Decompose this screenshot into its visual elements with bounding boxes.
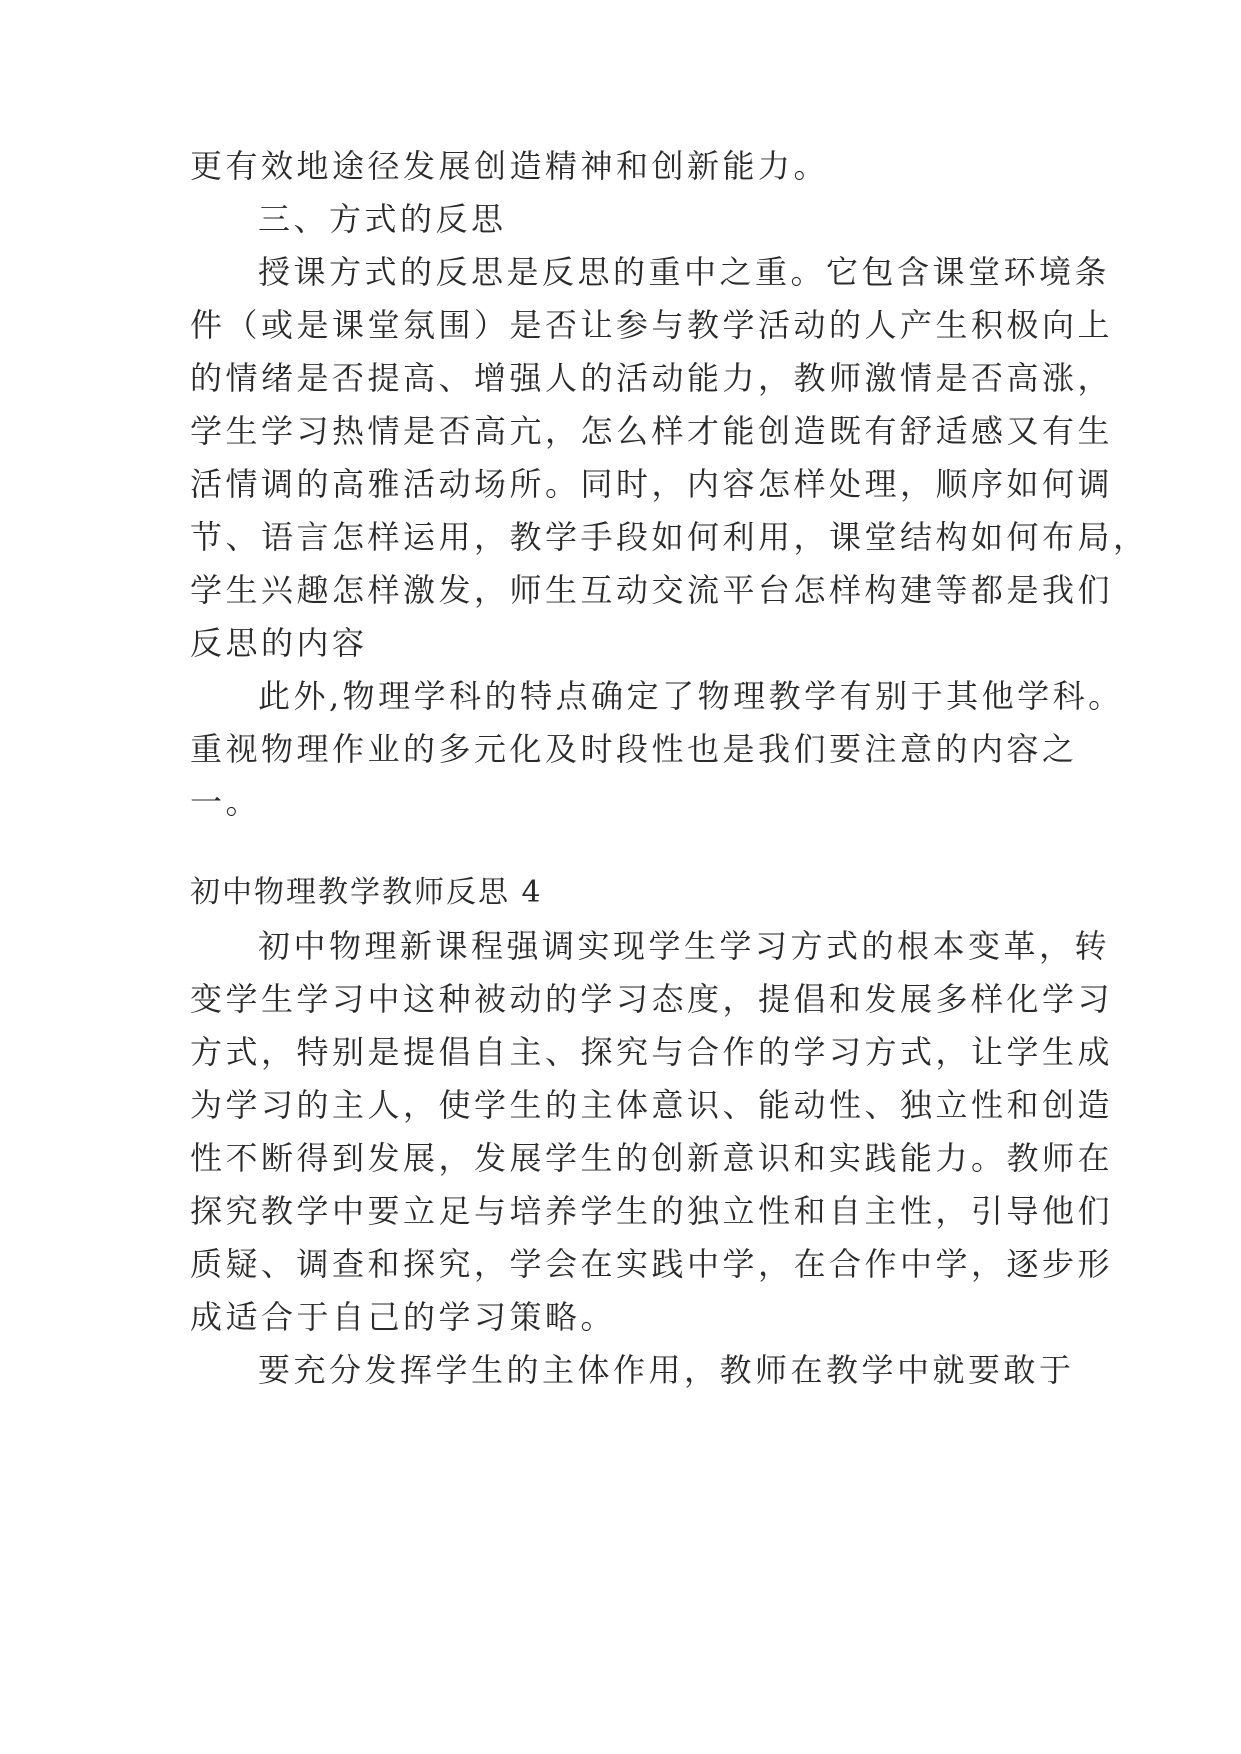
paragraph-line: 要充分发挥学生的主体作用，教师在教学中就要敢于 (258, 1351, 1075, 1389)
section-title: 初中物理教学教师反思 4 (190, 875, 543, 910)
paragraph-line: 活情调的高雅活动场所。同时，内容怎样处理，顺序如何调 (190, 465, 1114, 503)
paragraph-line: 的情绪是否提高、增强人的活动能力，教师激情是否高涨， (190, 359, 1114, 397)
paragraph-line: 初中物理新课程强调实现学生学习方式的根本变革，转 (258, 927, 1111, 965)
paragraph-line: 授课方式的反思是反思的重中之重。它包含课堂环境条 (258, 253, 1111, 291)
paragraph-line: 成适合于自己的学习策略。 (190, 1298, 617, 1336)
paragraph-line: 质疑、调查和探究，学会在实践中学，在合作中学，逐步形 (190, 1245, 1114, 1283)
paragraph-line: 重视物理作业的多元化及时段性也是我们要注意的内容之 (190, 730, 1078, 768)
paragraph-line: 探究教学中要立足与培养学生的独立性和自主性，引导他们 (190, 1192, 1114, 1230)
paragraph-line: 反思的内容 (190, 624, 368, 662)
paragraph-line: 节、语言怎样运用，教学手段如何利用，课堂结构如何布局， (190, 518, 1149, 556)
paragraph-line: 更有效地途径发展创造精神和创新能力。 (190, 147, 830, 185)
paragraph-line: 性不断得到发展，发展学生的创新意识和实践能力。教师在 (190, 1139, 1114, 1177)
section-heading-3: 三、方式的反思 (258, 200, 507, 238)
paragraph-line: 学生兴趣怎样激发，师生互动交流平台怎样构建等都是我们 (190, 571, 1114, 609)
paragraph-line: 为学习的主人，使学生的主体意识、能动性、独立性和创造 (190, 1086, 1114, 1124)
paragraph-line: 一。 (190, 783, 262, 821)
paragraph-line: 件（或是课堂氛围）是否让参与教学活动的人产生积极向上 (190, 306, 1114, 344)
paragraph-line: 方式，特别是提倡自主、探究与合作的学习方式，让学生成 (190, 1033, 1114, 1071)
paragraph-line: 此外,物理学科的特点确定了物理教学有别于其他学科。 (258, 677, 1124, 715)
paragraph-line: 变学生学习中这种被动的学习态度，提倡和发展多样化学习 (190, 980, 1114, 1018)
paragraph-line: 学生学习热情是否高亢，怎么样才能创造既有舒适感又有生 (190, 412, 1114, 450)
